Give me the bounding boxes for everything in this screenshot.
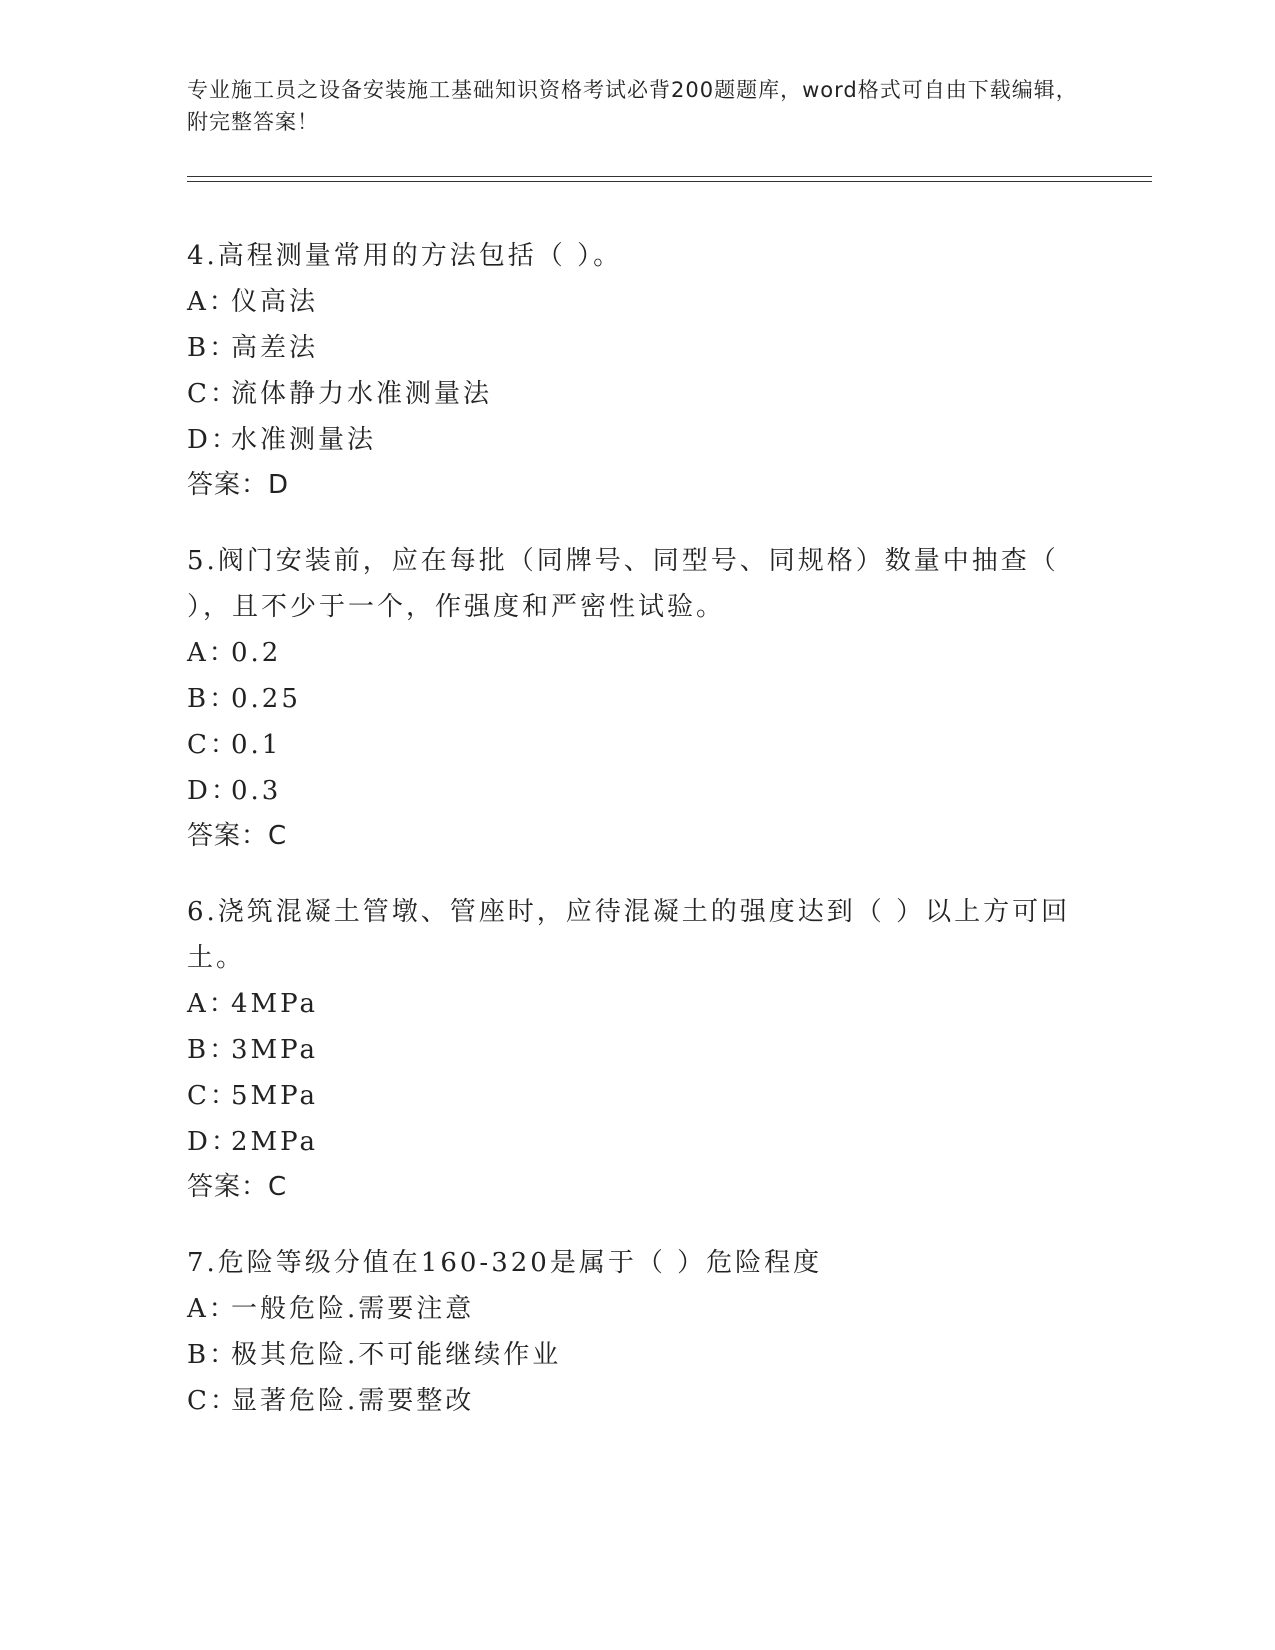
question-stem: 7.危险等级分值在160-320是属于（ ）危险程度	[187, 1248, 823, 1278]
header-divider-top	[187, 176, 1152, 177]
option-text: 0.3	[231, 776, 282, 806]
option-letter: B：	[187, 684, 239, 714]
question-item	[187, 1240, 1087, 1424]
option-text: 极其危险.不可能继续作业	[231, 1340, 562, 1370]
question-option	[187, 1073, 1087, 1119]
question-option	[187, 1332, 1087, 1378]
question-option	[187, 981, 1087, 1027]
question-option	[187, 1378, 1087, 1424]
option-text: 水准测量法	[231, 425, 377, 455]
option-letter: C：	[187, 730, 239, 760]
answer-line: 答案：C	[187, 1172, 288, 1202]
question-option	[187, 722, 1087, 768]
question-option	[187, 630, 1087, 676]
option-text: 0.1	[231, 730, 282, 760]
option-text: 高差法	[231, 333, 319, 363]
option-letter: B：	[187, 1035, 239, 1065]
option-letter: C：	[187, 1386, 239, 1416]
header-divider-bottom	[187, 181, 1152, 182]
option-text: 0.2	[231, 638, 282, 668]
question-option	[187, 1027, 1087, 1073]
question-option	[187, 371, 1087, 417]
option-text: 5MPa	[231, 1081, 318, 1111]
document-header: 专业施工员之设备安装施工基础知识资格考试必背200题题库，word格式可自由下载编辑，附完整答案！	[187, 78, 1078, 134]
option-letter: A：	[187, 638, 238, 668]
option-letter: A：	[187, 287, 238, 317]
question-option	[187, 417, 1087, 463]
option-text: 一般危险.需要注意	[231, 1294, 475, 1324]
question-item	[187, 233, 1087, 507]
option-letter: B：	[187, 333, 239, 363]
answer-line: 答案：C	[187, 821, 288, 851]
question-stem: 6.浇筑混凝土管墩、管座时，应待混凝土的强度达到（ ）以上方可回土。	[187, 897, 1071, 973]
option-text: 0.25	[231, 684, 301, 714]
answer-line: 答案：D	[187, 470, 290, 500]
option-text: 4MPa	[231, 989, 318, 1019]
option-letter: D：	[187, 425, 240, 455]
option-text: 仪高法	[231, 287, 319, 317]
option-text: 流体静力水准测量法	[231, 379, 493, 409]
question-option	[187, 768, 1087, 814]
option-text: 2MPa	[231, 1127, 318, 1157]
question-option	[187, 279, 1087, 325]
option-letter: A：	[187, 1294, 238, 1324]
question-option	[187, 325, 1087, 371]
option-letter: D：	[187, 1127, 240, 1157]
option-text: 3MPa	[231, 1035, 318, 1065]
question-list	[187, 233, 1087, 1455]
option-letter: A：	[187, 989, 238, 1019]
question-stem: 4.高程测量常用的方法包括（ ）。	[187, 241, 623, 271]
question-option	[187, 1286, 1087, 1332]
option-letter: D：	[187, 776, 240, 806]
option-text: 显著危险.需要整改	[231, 1386, 475, 1416]
question-option	[187, 1119, 1087, 1165]
question-item	[187, 538, 1087, 858]
option-letter: C：	[187, 1081, 239, 1111]
question-item	[187, 889, 1087, 1209]
question-stem: 5.阀门安装前，应在每批（同牌号、同型号、同规格）数量中抽查（ ），且不少于一个，作强度和严密性试验。	[187, 546, 1059, 622]
option-letter: C：	[187, 379, 239, 409]
question-option	[187, 676, 1087, 722]
option-letter: B：	[187, 1340, 239, 1370]
